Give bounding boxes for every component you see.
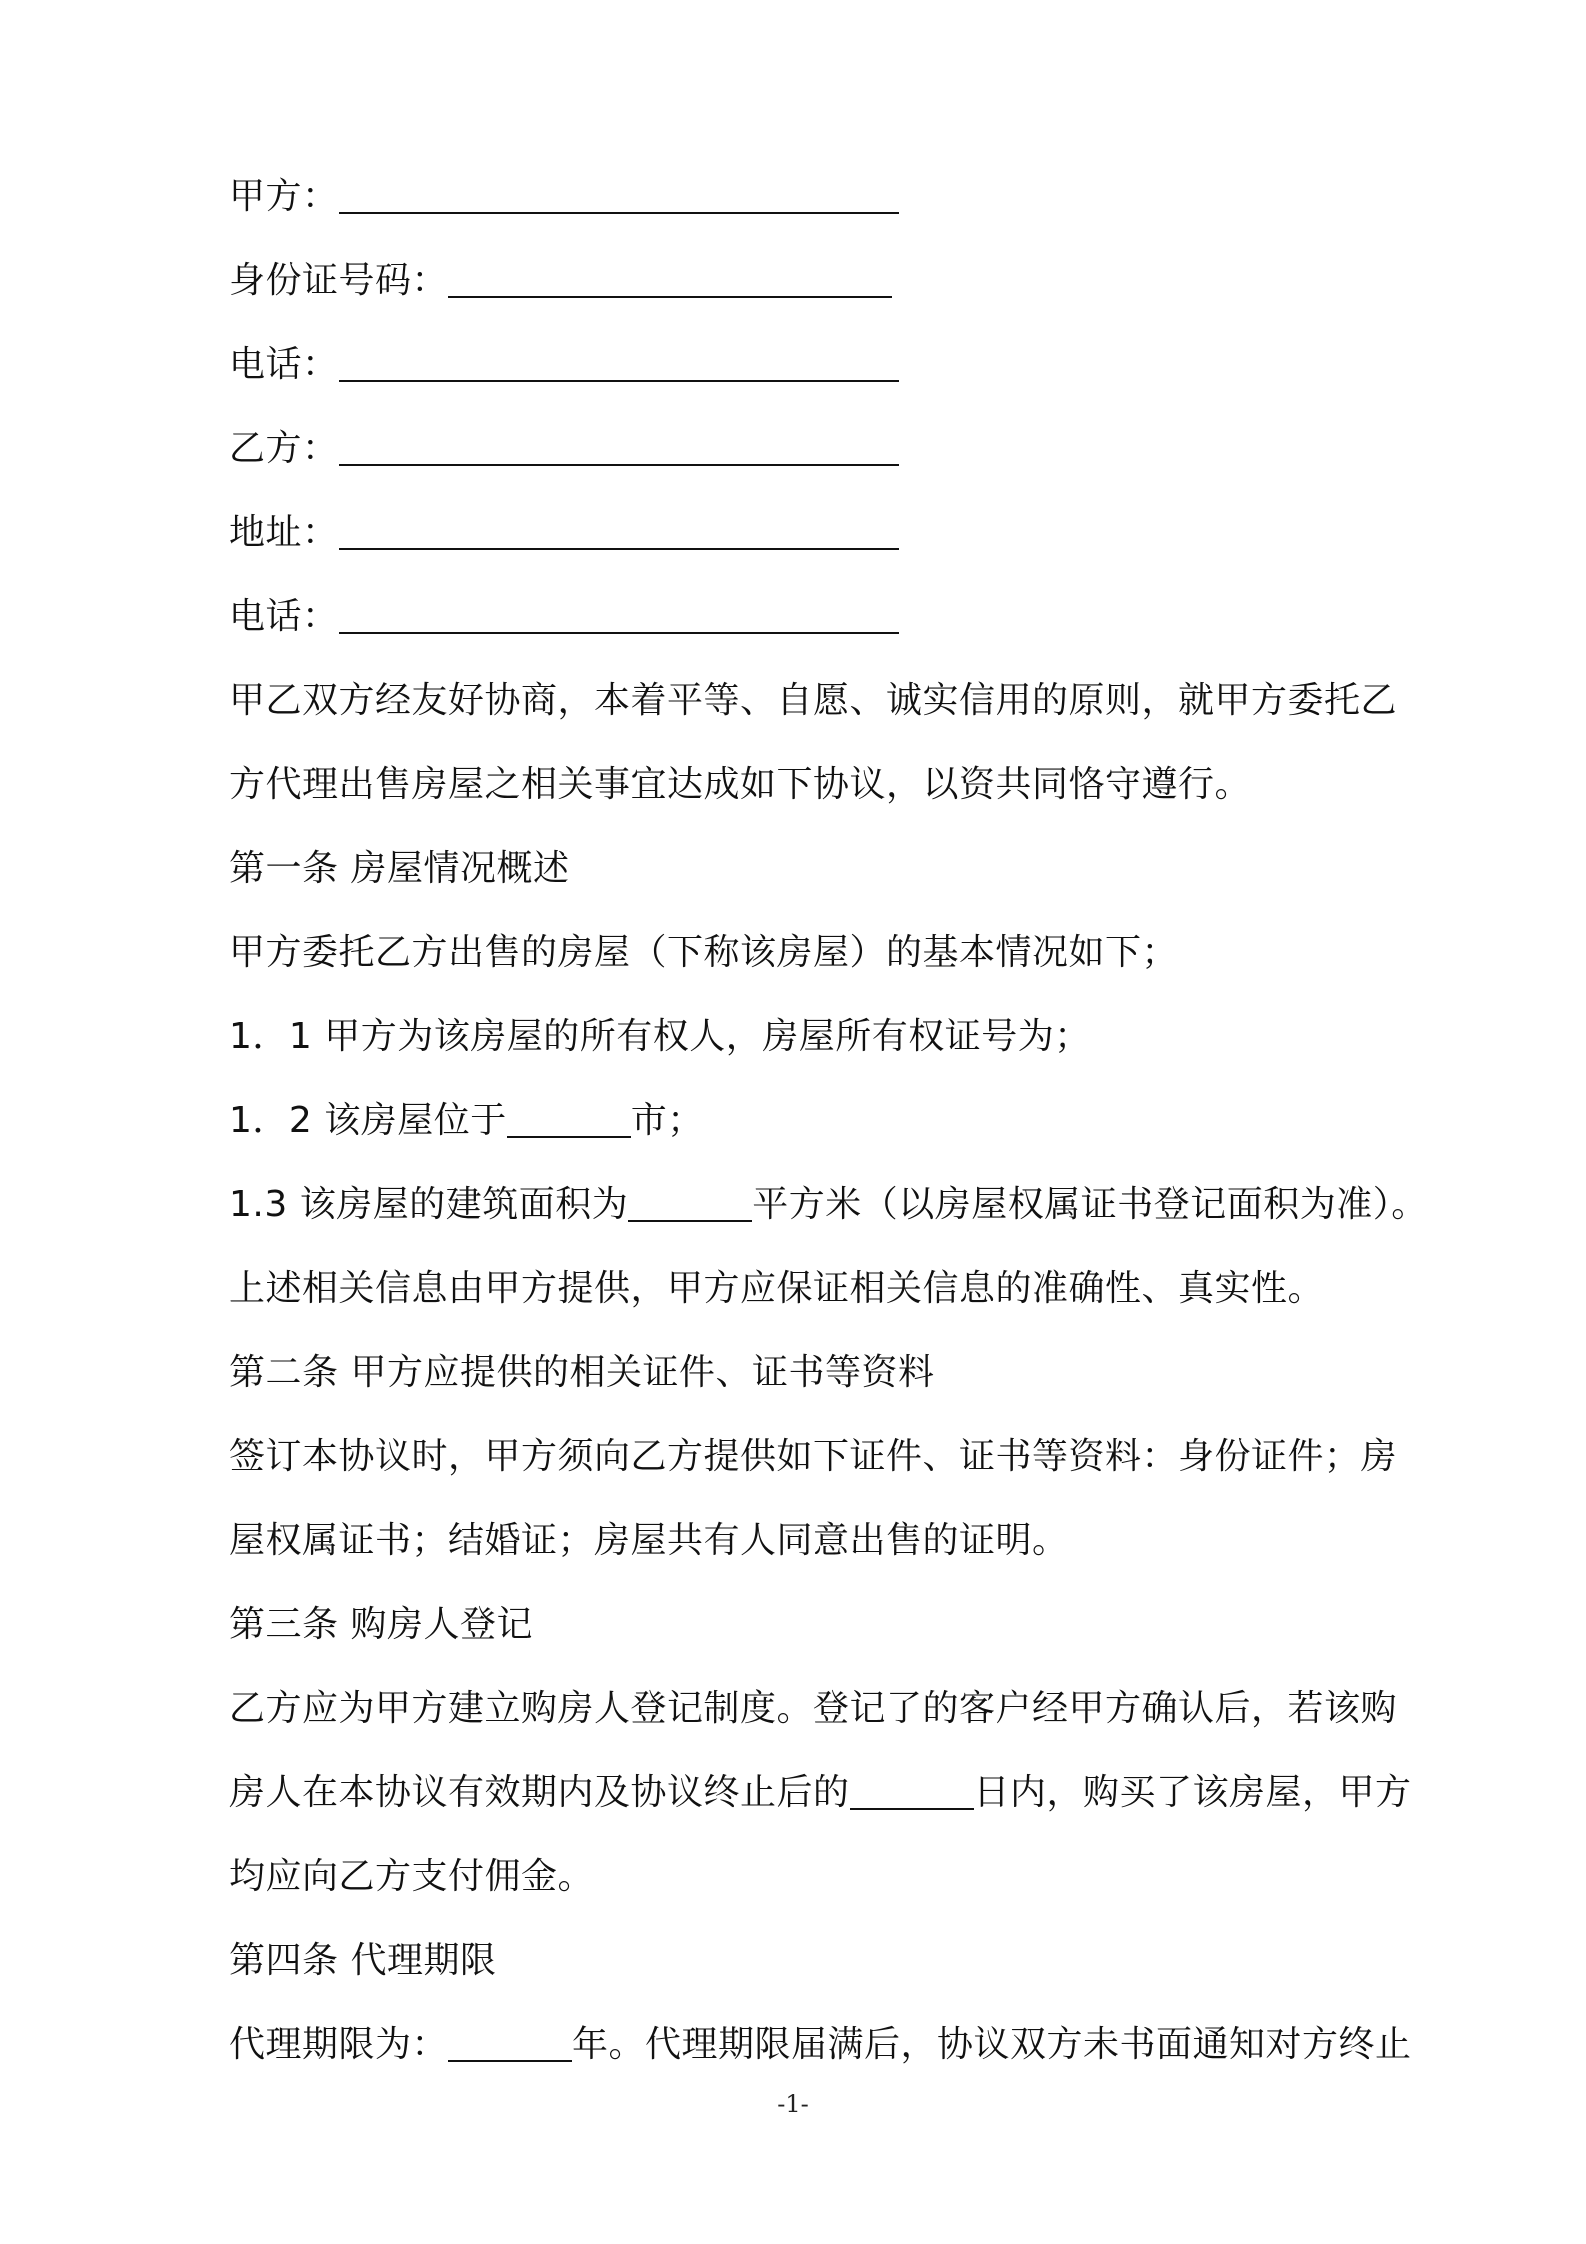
party-b-phone-label: 电话：: [229, 596, 339, 637]
article-1-note: 上述相关信息由甲方提供，甲方应保证相关信息的准确性、真实性。: [229, 1268, 1325, 1309]
party-a-label: 甲方：: [229, 176, 339, 217]
city-blank: [507, 1106, 631, 1138]
article-1-title: 第一条 房屋情况概述: [229, 848, 570, 889]
article-3-line-2: [229, 1751, 1449, 1835]
days-blank: [850, 1778, 974, 1810]
intro-line-2: 方代理出售房屋之相关事宜达成如下协议，以资共同恪守遵行。: [229, 764, 1252, 805]
article-4-line-1: [229, 2003, 1449, 2087]
article-1-intro: 甲方委托乙方出售的房屋（下称该房屋）的基本情况如下；: [229, 932, 1179, 973]
article-2-title: 第二条 甲方应提供的相关证件、证书等资料: [229, 1352, 935, 1393]
address-blank: [339, 518, 899, 550]
party-a-phone-field: [229, 323, 1449, 407]
id-number-blank: [448, 266, 892, 298]
item-2-text-before: 1．2 该房屋位于: [229, 1100, 507, 1141]
article-2-line-2: 屋权属证书；结婚证；房屋共有人同意出售的证明。: [229, 1520, 1069, 1561]
article-3-text-before: 房人在本协议有效期内及协议终止后的: [229, 1772, 850, 1813]
article-4-text-before: 代理期限为：: [229, 2024, 449, 2065]
address-label: 地址：: [229, 512, 339, 553]
party-b-label: 乙方：: [229, 428, 339, 469]
article-3-line-1: 乙方应为甲方建立购房人登记制度。登记了的客户经甲方确认后，若该购: [229, 1688, 1398, 1729]
article-1-item-1: 1．1 甲方为该房屋的所有权人，房屋所有权证号为；: [229, 1016, 1091, 1057]
party-b-blank: [339, 434, 899, 466]
party-a-phone-blank: [339, 350, 899, 382]
party-b-field: [229, 407, 1449, 491]
id-number-label: 身份证号码：: [229, 260, 449, 301]
article-3-text-after: 日内，购买了该房屋，甲方: [973, 1772, 1412, 1813]
article-4-text-after: 年。代理期限届满后，协议双方未书面通知对方终止: [572, 2024, 1412, 2065]
intro-line-1: 甲乙双方经友好协商，本着平等、自愿、诚实信用的原则，就甲方委托乙: [229, 680, 1398, 721]
party-b-phone-blank: [339, 602, 899, 634]
party-a-field: [229, 155, 1449, 239]
item-2-text-after: 市；: [630, 1100, 704, 1141]
article-2-line-1: 签订本协议时，甲方须向乙方提供如下证件、证书等资料：身份证件；房: [229, 1436, 1398, 1477]
party-a-blank: [339, 182, 899, 214]
article-3-line-3: 均应向乙方支付佣金。: [229, 1856, 595, 1897]
area-blank: [628, 1190, 752, 1222]
party-b-phone-field: [229, 575, 1449, 659]
address-field: [229, 491, 1449, 575]
article-3-title: 第三条 购房人登记: [229, 1604, 533, 1645]
article-1-item-3: [229, 1163, 1449, 1247]
item-3-text-before: 1.3 该房屋的建筑面积为: [229, 1184, 629, 1225]
party-a-phone-label: 电话：: [229, 344, 339, 385]
document-body: [229, 155, 1449, 2087]
article-4-title: 第四条 代理期限: [229, 1940, 497, 1981]
page-number: -1-: [777, 2090, 809, 2118]
article-1-item-2: [229, 1079, 1449, 1163]
id-number-field: [229, 239, 1449, 323]
years-blank: [448, 2030, 572, 2062]
item-3-text-after: 平方米（以房屋权属证书登记面积为准）。: [752, 1184, 1428, 1225]
